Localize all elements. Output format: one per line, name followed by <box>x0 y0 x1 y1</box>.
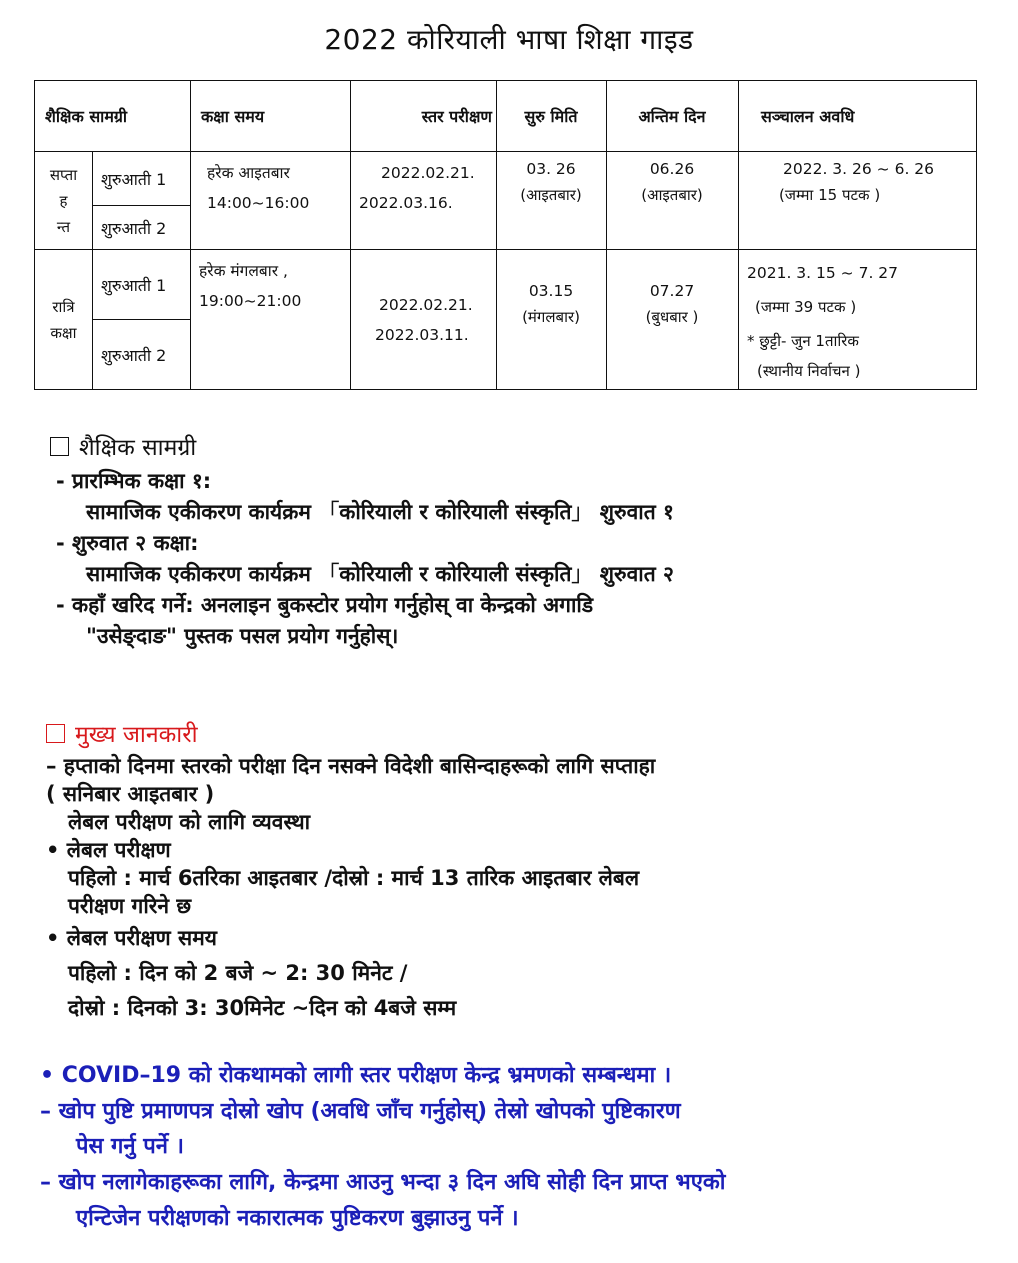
materials-line: - प्रारम्भिक कक्षा १: <box>56 469 212 493</box>
header-level-test: स्तर परीक्षण <box>351 81 497 152</box>
start-date: 03. 26 (आइतबार) <box>497 152 607 250</box>
key-info-section <box>46 718 655 1026</box>
class-time: हरेक मंगलबार , 19:00~21:00 <box>191 250 351 390</box>
materials-section <box>50 430 674 652</box>
key-info-line: – हप्ताको दिनमा स्तरको परीक्षा दिन नसक्ने विदेशी बासिन्दाहरूको लागि सप्ताहा <box>46 754 656 778</box>
header-class-time: कक्षा समय <box>191 81 351 152</box>
header-materials: शैक्षिक सामग्री <box>35 81 191 152</box>
group-weekend: सप्ता ह न्त <box>35 152 93 250</box>
materials-line: - शुरुवात २ कक्षा: <box>56 531 199 555</box>
covid-line: – खोप पुष्टि प्रमाणपत्र दोस्रो खोप (अवधि जाँच गर्नुहोस्) तेस्रो खोपको पुष्टिकारण <box>40 1099 681 1124</box>
covid-line: पेस गर्नु पर्ने । <box>76 1134 184 1159</box>
key-info-line: दोस्रो : दिनको 3: 30मिनेट ~दिन को 4बजे सम्म <box>68 996 457 1020</box>
checkbox-square-icon <box>50 437 69 456</box>
level-test-dates: 2022.02.21. 2022.03.11. <box>351 250 497 390</box>
covid-line: एन्टिजेन परीक्षणको नकारात्मक पुष्टिकरण बुझाउनु पर्ने । <box>76 1206 519 1231</box>
materials-line: "उसेङ्दाङ" पुस्तक पसल प्रयोग गर्नुहोस्। <box>86 624 399 648</box>
covid-line: • COVID–19 को रोकथामको लागी स्तर परीक्षण केन्द्र भ्रमणको सम्बन्धमा । <box>40 1063 672 1088</box>
level-test-dates: 2022.02.21. 2022.03.16. <box>351 152 497 250</box>
level-beginner-1: शुरुआती 1 <box>93 152 191 206</box>
table-header-row <box>35 81 977 152</box>
key-info-line: • लेबल परीक्षण <box>46 838 171 862</box>
key-info-line: पहिलो : मार्च 6तरिका आइतबार /दोस्रो : मार्च 13 तारिक आइतबार लेबल <box>68 866 640 890</box>
materials-line: - कहाँ खरिद गर्ने: अनलाइन बुकस्टोर प्रयोग गर्नुहोस् वा केन्द्रको अगाडि <box>56 593 594 617</box>
covid-section <box>40 1058 725 1236</box>
key-info-line: परीक्षण गरिने छ <box>68 894 192 918</box>
start-date: 03.15 (मंगलबार) <box>497 250 607 390</box>
table-row <box>35 250 977 320</box>
group-night: रात्रि कक्षा <box>35 250 93 390</box>
class-time: हरेक आइतबार 14:00~16:00 <box>191 152 351 250</box>
key-info-line: पहिलो : दिन को 2 बजे ~ 2: 30 मिनेट / <box>68 961 408 985</box>
materials-heading: शैक्षिक सामग्री <box>50 430 674 466</box>
page-title: 2022 कोरियाली भाषा शिक्षा गाइड <box>324 23 694 56</box>
key-info-line: • लेबल परीक्षण समय <box>46 926 217 950</box>
checkbox-square-icon <box>46 724 65 743</box>
schedule-table <box>34 80 977 390</box>
materials-line: सामाजिक एकीकरण कार्यक्रम 「कोरियाली र कोरियाली संस्कृति」 शुरुवात २ <box>86 562 674 586</box>
duration: 2022. 3. 26 ~ 6. 26 (जम्मा 15 पटक ) <box>739 152 977 250</box>
level-beginner-2: शुरुआती 2 <box>93 206 191 250</box>
duration: 2021. 3. 15 ~ 7. 27 (जम्मा 39 पटक ) * छुट्टी- जुन 1तारिक (स्थानीय निर्वाचन ) <box>739 250 977 390</box>
header-end-date: अन्तिम दिन <box>607 81 739 152</box>
end-date: 07.27 (बुधबार ) <box>607 250 739 390</box>
level-beginner-2: शुरुआती 2 <box>93 320 191 390</box>
covid-line: – खोप नलागेकाहरूका लागि, केन्द्रमा आउनु भन्दा ३ दिन अघि सोही दिन प्राप्त भएको <box>40 1170 726 1195</box>
key-info-line: लेबल परीक्षण को लागि व्यवस्था <box>68 810 311 834</box>
header-start-date: सुरु मिति <box>497 81 607 152</box>
header-duration: सञ्चालन अवधि <box>739 81 977 152</box>
materials-line: सामाजिक एकीकरण कार्यक्रम 「कोरियाली र कोरियाली संस्कृति」 शुरुवात १ <box>86 500 674 524</box>
key-info-heading: मुख्य जानकारी <box>46 718 655 752</box>
level-beginner-1: शुरुआती 1 <box>93 250 191 320</box>
table-row <box>35 152 977 206</box>
key-info-line: ( सनिबार आइतबार ) <box>46 782 215 806</box>
end-date: 06.26 (आइतबार) <box>607 152 739 250</box>
